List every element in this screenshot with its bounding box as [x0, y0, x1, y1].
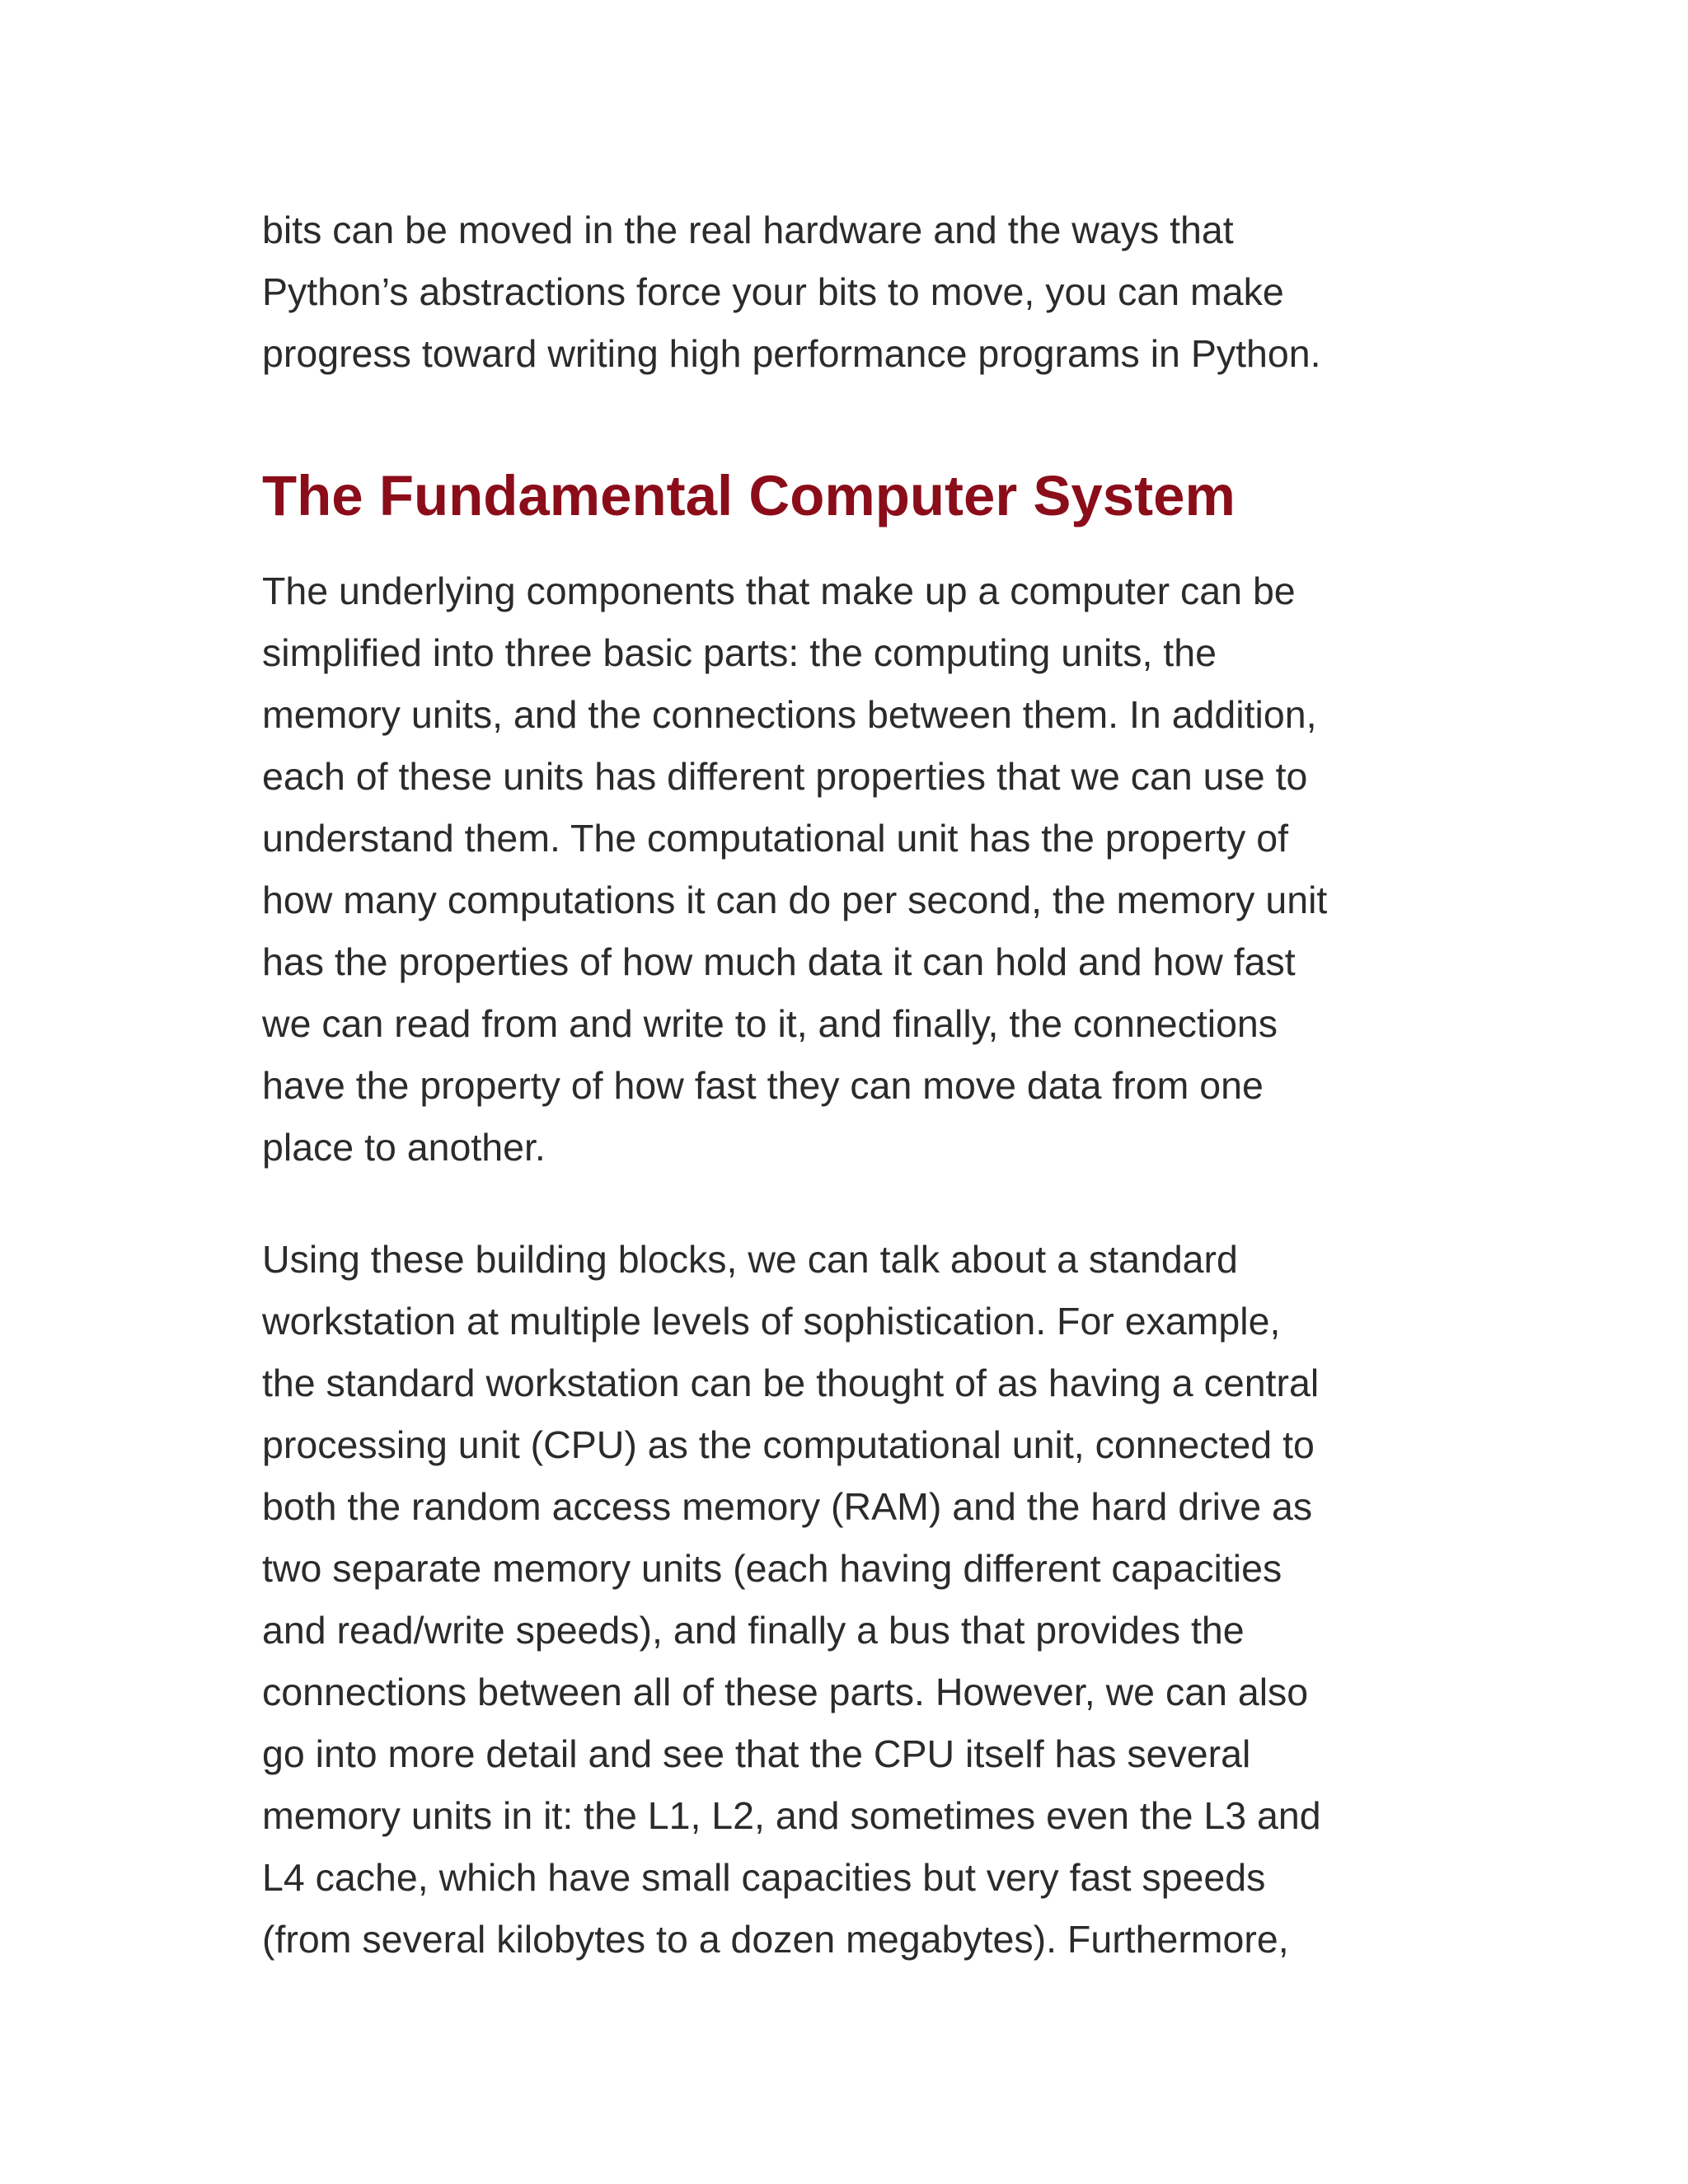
page-content	[262, 199, 1449, 1971]
paragraph-line: processing unit (CPU) as the computational unit, connected to	[262, 1423, 1315, 1466]
body-paragraph-2	[262, 1229, 1449, 1971]
paragraph-line: L4 cache, which have small capacities but very fast speeds	[262, 1856, 1266, 1899]
paragraph-line: place to another.	[262, 1126, 546, 1169]
paragraph-line: understand them. The computational unit has the property of	[262, 817, 1289, 860]
paragraph-line: memory units in it: the L1, L2, and sometimes even the L3 and	[262, 1794, 1321, 1837]
paragraph-line: both the random access memory (RAM) and the hard drive as	[262, 1485, 1313, 1528]
paragraph-line: Using these building blocks, we can talk about a standard	[262, 1238, 1238, 1281]
paragraph-line: how many computations it can do per second, the memory unit	[262, 879, 1328, 921]
intro-paragraph	[262, 199, 1449, 385]
paragraph-line: progress toward writing high performance programs in Python.	[262, 332, 1321, 375]
paragraph-line: simplified into three basic parts: the computing units, the	[262, 631, 1217, 674]
paragraph-line: workstation at multiple levels of sophistication. For example,	[262, 1300, 1281, 1343]
paragraph-line: (from several kilobytes to a dozen megabytes). Furthermore,	[262, 1918, 1289, 1961]
paragraph-line: The underlying components that make up a computer can be	[262, 569, 1296, 612]
paragraph-line: each of these units has different properties that we can use to	[262, 755, 1308, 798]
paragraph-line: have the property of how fast they can move data from one	[262, 1064, 1264, 1107]
paragraph-line: Python’s abstractions force your bits to move, you can make	[262, 270, 1284, 313]
paragraph-line: two separate memory units (each having different capacities	[262, 1547, 1282, 1590]
body-paragraph-1	[262, 560, 1449, 1179]
paragraph-line: memory units, and the connections between them. In addition,	[262, 693, 1317, 736]
paragraph-line: we can read from and write to it, and finally, the connections	[262, 1002, 1278, 1045]
paragraph-line: and read/write speeds), and finally a bus that provides the	[262, 1609, 1245, 1652]
paragraph-line: has the properties of how much data it can hold and how fast	[262, 940, 1296, 983]
section-heading: The Fundamental Computer System	[262, 464, 1236, 527]
paragraph-line: the standard workstation can be thought of as having a central	[262, 1361, 1320, 1404]
paragraph-line: bits can be moved in the real hardware and the ways that	[262, 209, 1234, 251]
paragraph-line: go into more detail and see that the CPU itself has several	[262, 1732, 1251, 1775]
paragraph-line: connections between all of these parts. However, we can also	[262, 1671, 1309, 1713]
